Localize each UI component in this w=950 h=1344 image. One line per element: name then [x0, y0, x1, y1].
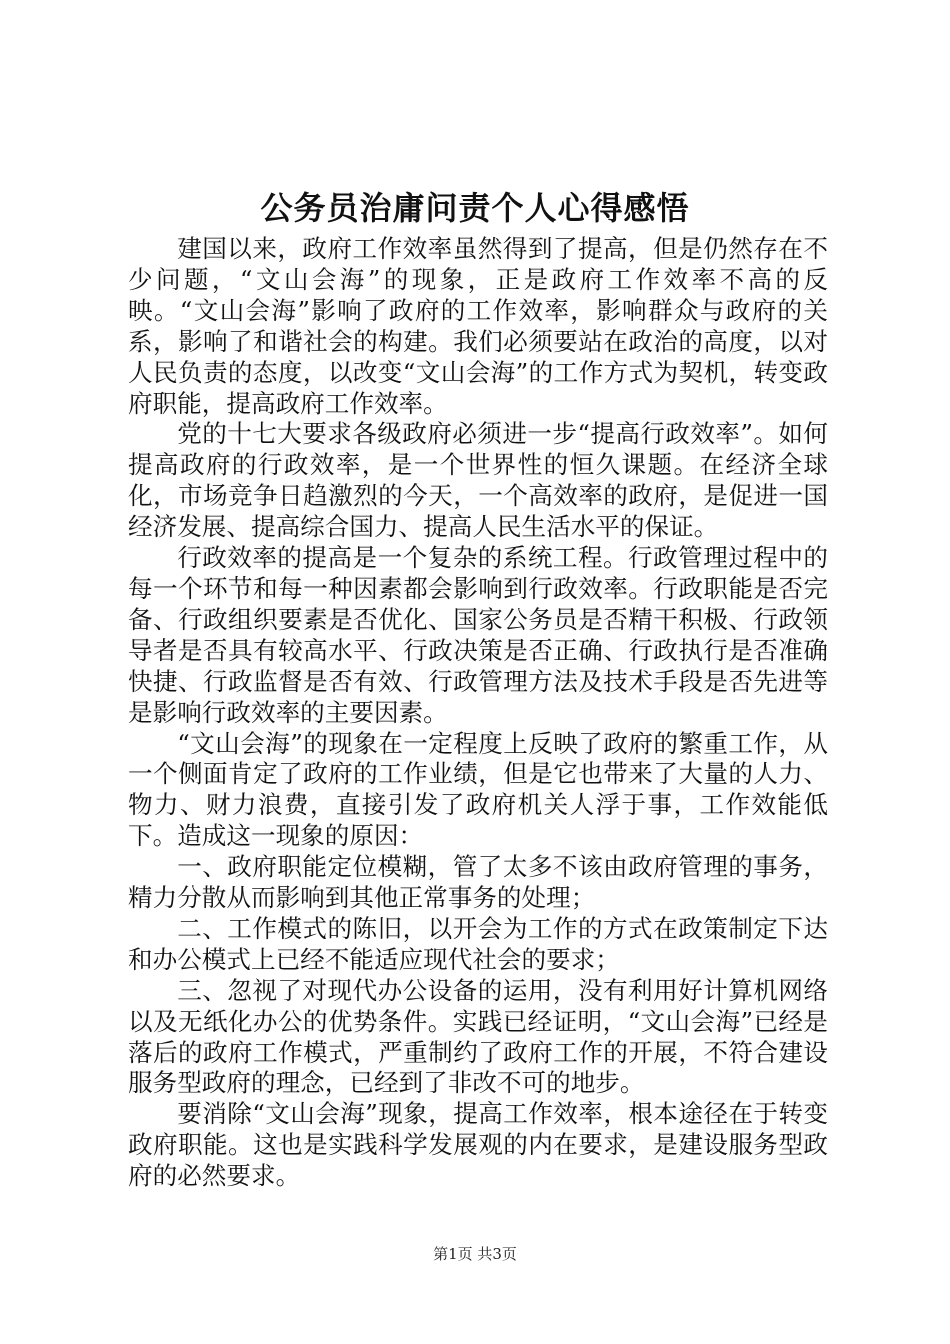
- paragraph: 党的十七大要求各级政府必须进一步“提高行政效率”。如何提高政府的行政效率，是一个世界性的恒久课题。在经济全球化，市场竞争日趋激烈的今天，一个高效率的政府，是促进一国经济发展、提高综合国力、提高人民生活水平的保证。: [128, 419, 828, 542]
- paragraph: “文山会海”的现象在一定程度上反映了政府的繁重工作，从一个侧面肯定了政府的工作业绩，但是它也带来了大量的人力、物力、财力浪费，直接引发了政府机关人浮于事，工作效能低下。造成这一现象的原因：: [128, 728, 828, 851]
- document-title: 公务员治庸问责个人心得感悟: [260, 189, 690, 227]
- paragraph: 二、工作模式的陈旧，以开会为工作的方式在政策制定下达和办公模式上已经不能适应现代社会的要求；: [128, 913, 828, 974]
- paragraph: 一、政府职能定位模糊，管了太多不该由政府管理的事务，精力分散从而影响到其他正常事务的处理；: [128, 852, 828, 913]
- paragraph: 建国以来，政府工作效率虽然得到了提高，但是仍然存在不少问题，“文山会海”的现象，正是政府工作效率不高的反映。“文山会海”影响了政府的工作效率，影响群众与政府的关系，影响了和谐社会的构建。我们必须要站在政治的高度，以对人民负责的态度，以改变“文山会海”的工作方式为契机，转变政府职能，提高政府工作效率。: [128, 234, 828, 418]
- paragraph: 要消除“文山会海”现象，提高工作效率，根本途径在于转变政府职能。这也是实践科学发展观的内在要求，是建设服务型政府的必然要求。: [128, 1099, 828, 1191]
- document-body: [128, 234, 828, 1192]
- paragraph: 三、忽视了对现代办公设备的运用，没有利用好计算机网络以及无纸化办公的优势条件。实践已经证明，“文山会海”已经是落后的政府工作模式，严重制约了政府工作的开展，不符合建设服务型政府的理念，已经到了非改不可的地步。: [128, 975, 828, 1098]
- paragraph: 行政效率的提高是一个复杂的系统工程。行政管理过程中的每一个环节和每一种因素都会影响到行政效率。行政职能是否完备、行政组织要素是否优化、国家公务员是否精干积极、行政领导者是否具有较高水平、行政决策是否正确、行政执行是否准确快捷、行政监督是否有效、行政管理方法及技术手段是否先进等是影响行政效率的主要因素。: [128, 543, 828, 727]
- page-number-footer: 第1页 共3页: [433, 1245, 517, 1263]
